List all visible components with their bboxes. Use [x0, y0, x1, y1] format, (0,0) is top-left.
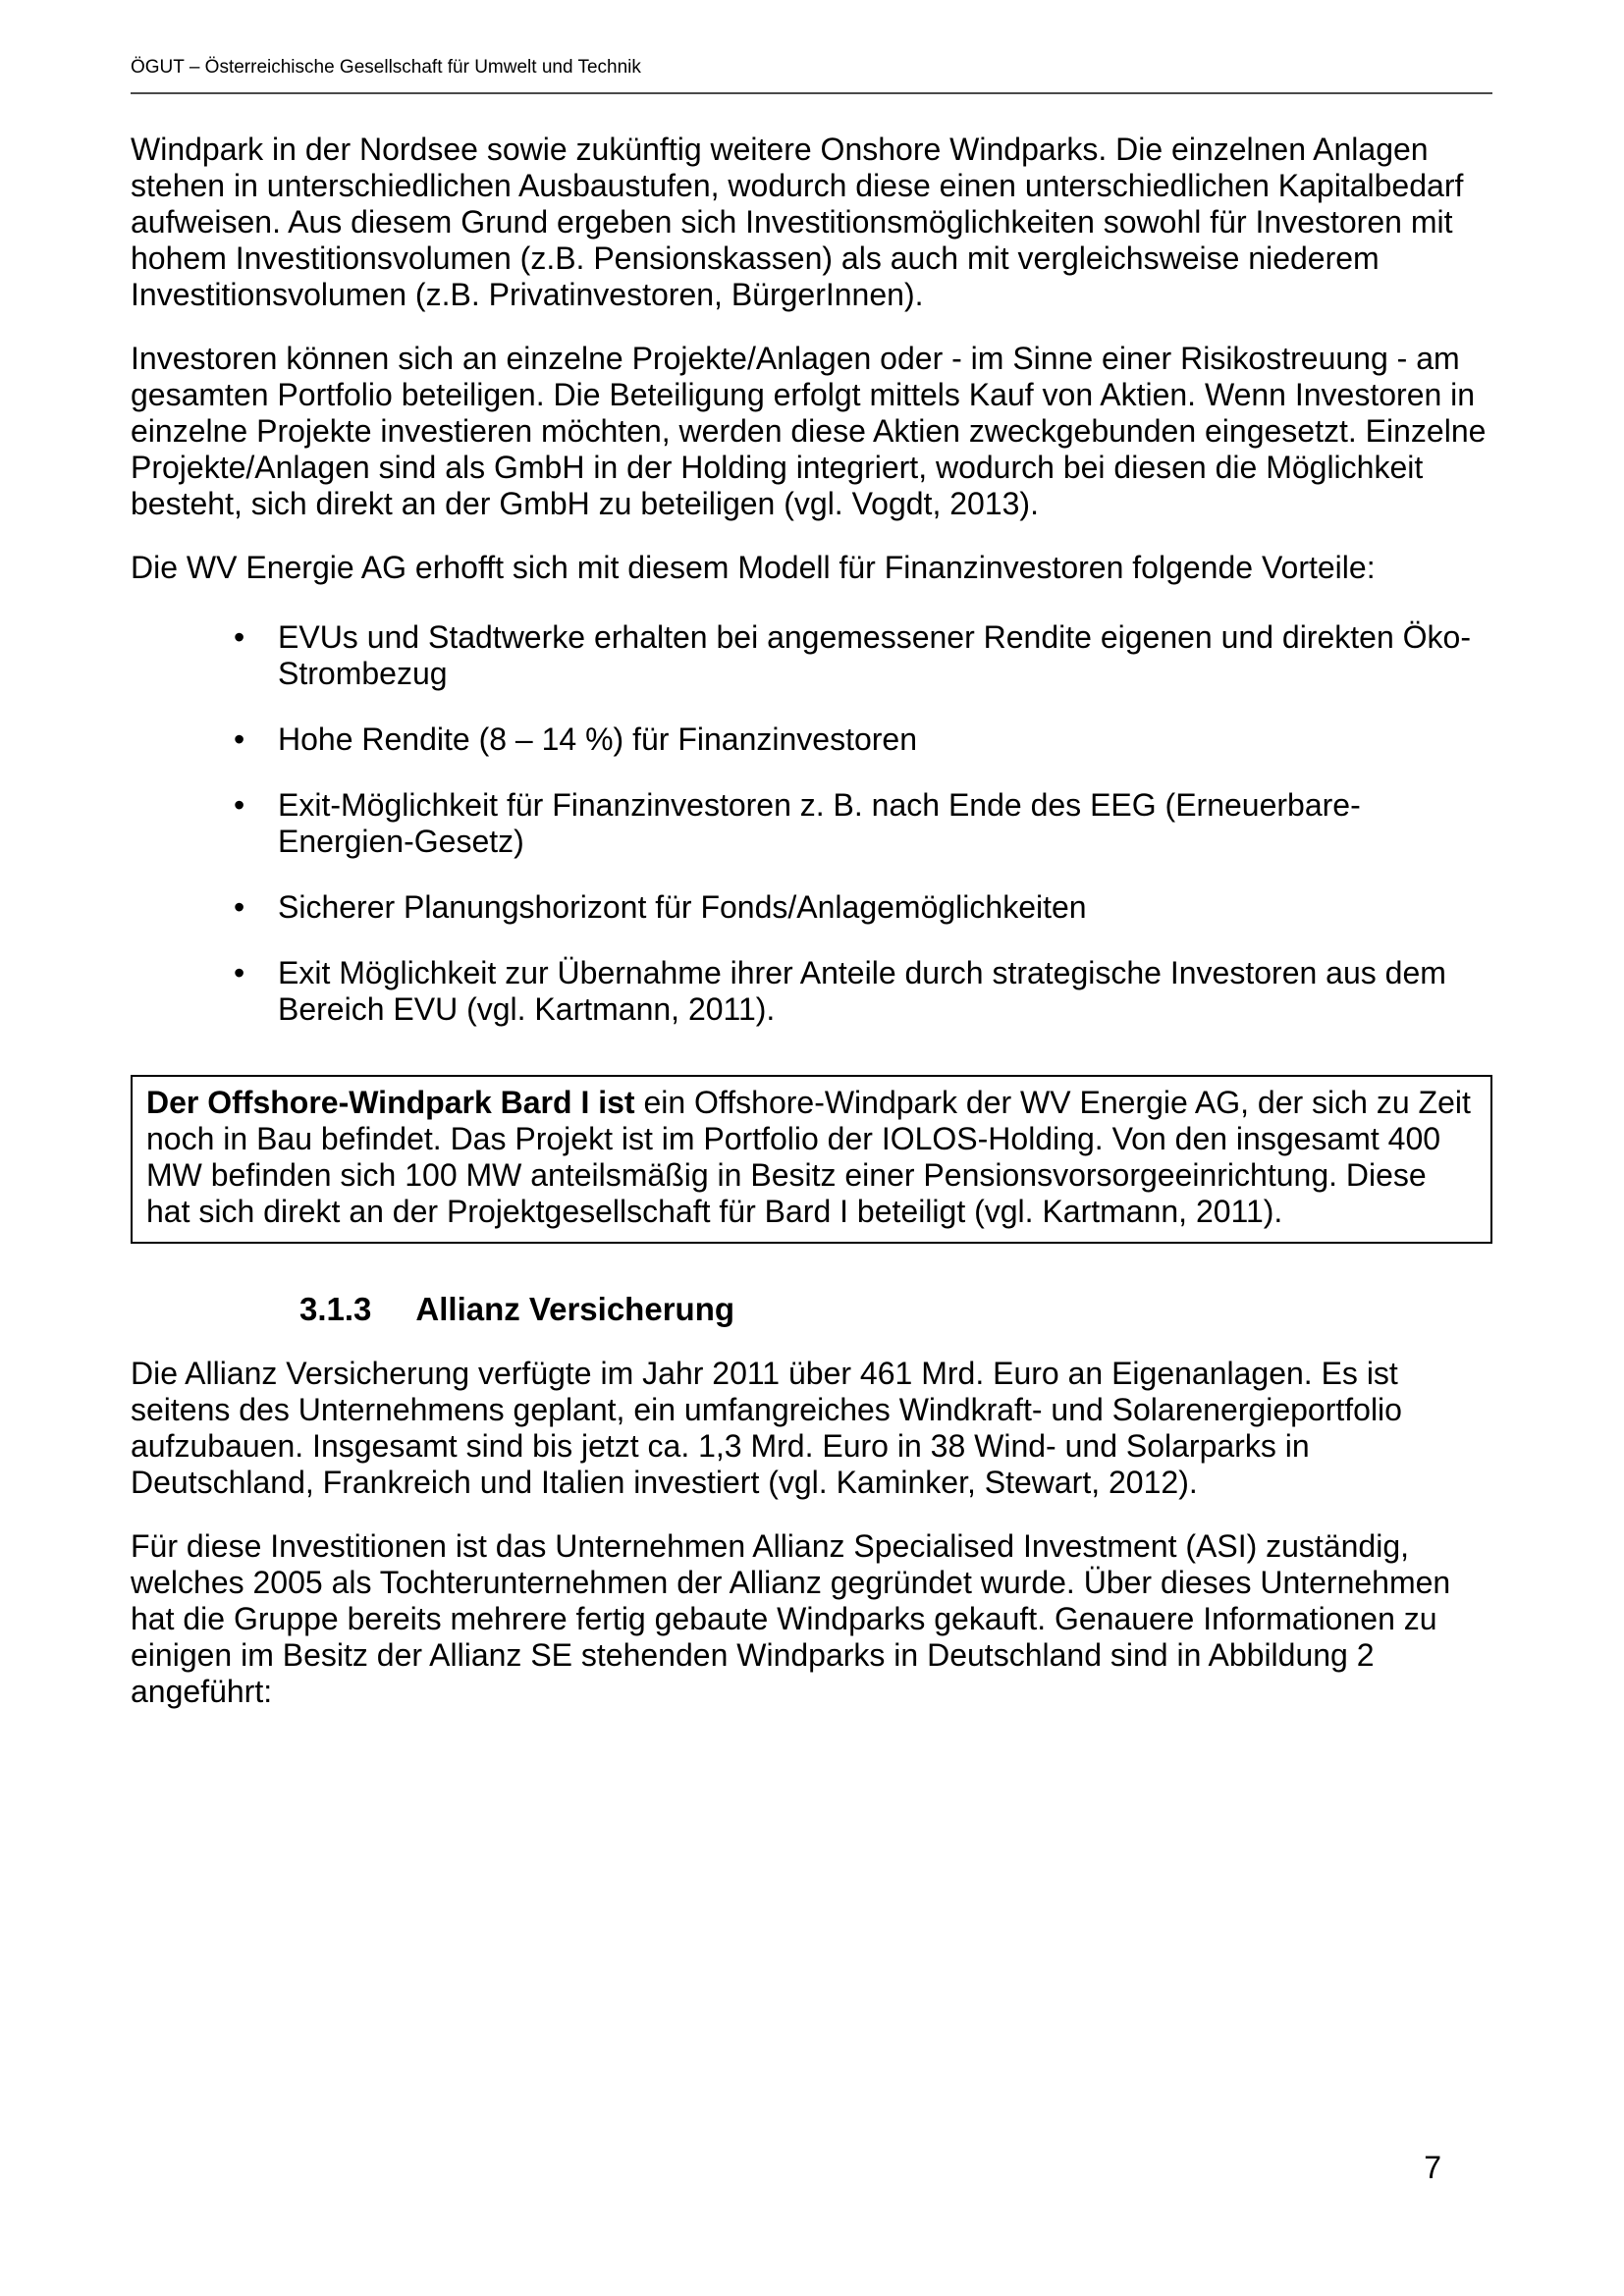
paragraph-vorteile-intro: Die WV Energie AG erhofft sich mit diesem Modell für Finanzinvestoren folgende Vorteile:	[131, 550, 1376, 585]
infobox-bard-windpark	[131, 1075, 1492, 1244]
paragraph-allianz-asi: Für diese Investitionen ist das Unternehmen Allianz Specialised Investment (ASI) zuständig, welches 2005 als Tochterunternehmen der Allianz gegründet wurde. Über dieses Unternehmen hat die Gruppe bereits mehrere fertig gebaute Windparks gekauft. Genauere Informationen zu einigen im Besitz der Allianz SE stehenden Windparks in Deutschland sind in Abbildung 2 angeführt:	[131, 1528, 1451, 1709]
section-number: 3.1.3	[299, 1291, 372, 1327]
paragraph-allianz-eigenanlagen: Die Allianz Versicherung verfügte im Jahr 2011 über 461 Mrd. Euro an Eigenanlagen. Es ist seitens des Unternehmens geplant, ein umfangreiches Windkraft- und Solarenergieportfolio aufzubauen. Insgesamt sind bis jetzt ca. 1,3 Mrd. Euro in 38 Wind- und Solarparks in Deutschland, Frankreich und Italien investiert (vgl. Kaminker, Stewart, 2012).	[131, 1356, 1402, 1500]
section-title: Allianz Versicherung	[415, 1291, 735, 1327]
advantages-list	[131, 619, 1492, 1028]
paragraph-investoren: Investoren können sich an einzelne Projekte/Anlagen oder - im Sinne einer Risikostreuung - am gesamten Portfolio beteiligen. Die Beteiligung erfolgt mittels Kauf von Aktien. Wenn Investoren in einzelne Projekte investieren möchten, werden diese Aktien zweckgebunden eingesetzt. Einzelne Projekte/Anlagen sind als GmbH in der Holding integriert, wodurch bei diesen die Möglichkeit besteht, sich direkt an der GmbH zu beteiligen (vgl. Vogdt, 2013).	[131, 341, 1487, 521]
list-item-exit-moeglichkeit-eeg: • Exit-Möglichkeit für Finanzinvestoren z. B. nach Ende des EEG (Erneuerbare-Energien-Gesetz)	[131, 787, 1492, 860]
list-item-exit-uebernahme: • Exit Möglichkeit zur Übernahme ihrer Anteile durch strategische Investoren aus dem Bereich EVU (vgl. Kartmann, 2011).	[131, 955, 1492, 1028]
list-item-planungshorizont: • Sicherer Planungshorizont für Fonds/Anlagemöglichkeiten	[131, 889, 1492, 926]
paragraph-windpark: Windpark in der Nordsee sowie zukünftig weitere Onshore Windparks. Die einzelnen Anlagen stehen in unterschiedlichen Ausbaustufen, wodurch diese einen unterschiedlichen Kapitalbedarf aufweisen. Aus diesem Grund ergeben sich Investitionsmöglichkeiten sowohl für Investoren mit hohem Investitionsvolumen (z.B. Pensionskassen) als auch mit vergleichsweise niederem Investitionsvolumen (z.B. Privatinvestoren, BürgerInnen).	[131, 132, 1464, 312]
header-title: ÖGUT – Österreichische Gesellschaft für Umwelt und Technik	[131, 57, 641, 78]
infobox-body-text: ein Offshore-Windpark der WV Energie AG, der sich zu Zeit noch in Bau befindet. Das Projekt ist im Portfolio der IOLOS-Holding. Von den insgesamt 400 MW befinden sich 100 MW anteilsmäßig in Besitz einer Pensionsvorsorgeeinrichtung. Diese hat sich direkt an der Projektgesellschaft für Bard I beteiligt (vgl. Kartmann, 2011).	[146, 1085, 1471, 1229]
infobox-lead-text: Der Offshore-Windpark Bard I ist	[146, 1085, 635, 1120]
section-heading-allianz	[131, 1291, 1492, 1328]
list-item-hohe-rendite: • Hohe Rendite (8 – 14 %) für Finanzinvestoren	[131, 721, 1492, 758]
page-number: 7	[1424, 2150, 1441, 2185]
page-header	[131, 57, 1492, 94]
list-item-oeko-strombezug: • EVUs und Stadtwerke erhalten bei angemessener Rendite eigenen und direkten Öko-Strombezug	[131, 619, 1492, 692]
page-content	[131, 132, 1492, 1710]
